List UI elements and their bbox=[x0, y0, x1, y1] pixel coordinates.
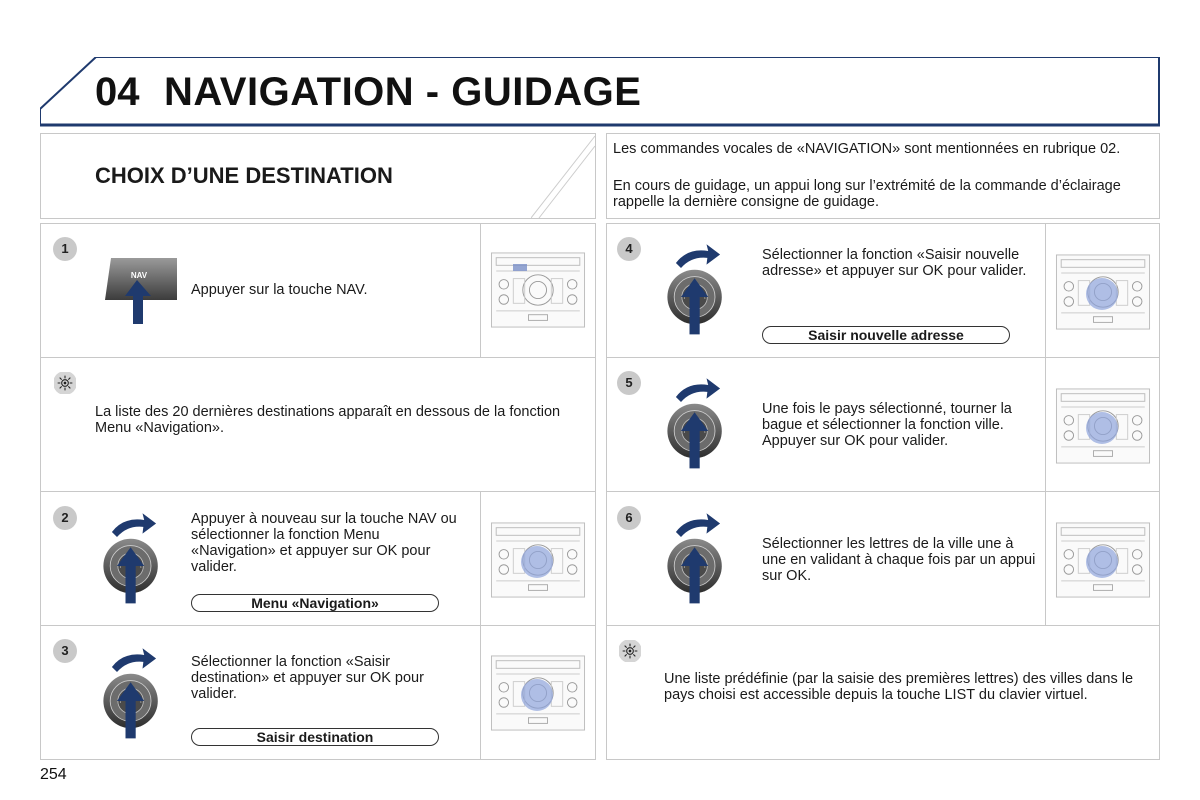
knob-ok-icon bbox=[664, 370, 732, 480]
step-badge-5: 5 bbox=[617, 371, 641, 395]
radio-panel-thumbnail bbox=[1052, 254, 1154, 330]
knob-ok-icon bbox=[664, 505, 732, 615]
saisir-nouvelle-adresse-pill: Saisir nouvelle adresse bbox=[762, 326, 1010, 344]
step-4-text: Sélectionner la fonction «Saisir nouvelle adresse» et appuyer sur OK pour valider. bbox=[762, 247, 1027, 279]
corner-fold-icon bbox=[531, 134, 597, 220]
thumb-divider bbox=[480, 626, 481, 759]
lightbulb-icon bbox=[619, 640, 641, 662]
page-number: 254 bbox=[40, 766, 67, 783]
intro-line-1: Les commandes vocales de «NAVIGATION» sont mentionnées en rubrique 02. bbox=[613, 141, 1121, 157]
step-2-text: Appuyer à nouveau sur la touche NAV ou sélectionner la fonction Menu «Navigation» et appuyer sur OK pour valider. bbox=[191, 511, 457, 575]
step-badge-3: 3 bbox=[53, 639, 77, 663]
step-5-text: Une fois le pays sélectionné, tourner la bague et sélectionner la fonction ville. Appuyer sur OK pour valider. bbox=[762, 401, 1012, 449]
step-badge-2: 2 bbox=[53, 506, 77, 530]
radio-panel-thumbnail bbox=[487, 522, 589, 598]
nav-button-icon bbox=[103, 256, 183, 326]
knob-ok-icon bbox=[100, 505, 168, 615]
step-badge-4: 4 bbox=[617, 237, 641, 261]
step-6-text: Sélectionner les lettres de la ville une à une en validant à chaque fois par un appui sur OK. bbox=[762, 536, 1036, 584]
thumb-divider bbox=[1045, 492, 1046, 625]
knob-ok-icon bbox=[664, 236, 732, 346]
step-3-text: Sélectionner la fonction «Saisir destination» et appuyer sur OK pour valider. bbox=[191, 654, 424, 702]
intro-line-2: En cours de guidage, un appui long sur l’extrémité de la commande d’éclairage rappelle la dernière consigne de guidage. bbox=[613, 178, 1121, 210]
lightbulb-icon bbox=[54, 372, 76, 394]
thumb-divider bbox=[1045, 224, 1046, 357]
step-badge-1: 1 bbox=[53, 237, 77, 261]
knob-ok-icon bbox=[100, 640, 168, 750]
step-badge-6: 6 bbox=[617, 506, 641, 530]
nav-button-label: NAV bbox=[130, 271, 148, 280]
radio-panel-thumbnail bbox=[1052, 522, 1154, 598]
thumb-divider bbox=[1045, 358, 1046, 491]
radio-panel-thumbnail bbox=[487, 252, 589, 328]
saisir-destination-pill: Saisir destination bbox=[191, 728, 439, 746]
thumb-divider bbox=[480, 224, 481, 357]
chapter-number: 04 bbox=[95, 70, 140, 114]
thumb-divider bbox=[480, 492, 481, 625]
menu-navigation-pill: Menu «Navigation» bbox=[191, 594, 439, 612]
radio-panel-thumbnail bbox=[1052, 388, 1154, 464]
step-1-text: Appuyer sur la touche NAV. bbox=[191, 282, 368, 298]
section-title: CHOIX D’UNE DESTINATION bbox=[95, 163, 393, 188]
tip-1-text: La liste des 20 dernières destinations apparaît en dessous de la fonction Menu «Navigation». bbox=[95, 404, 561, 436]
page-title: NAVIGATION - GUIDAGE bbox=[164, 70, 642, 114]
tip-2-text: Une liste prédéfinie (par la saisie des premières lettres) des villes dans le pays choisi est accessible depuis la touche LIST du clavier virtuel. bbox=[664, 671, 1134, 703]
radio-panel-thumbnail bbox=[487, 655, 589, 731]
